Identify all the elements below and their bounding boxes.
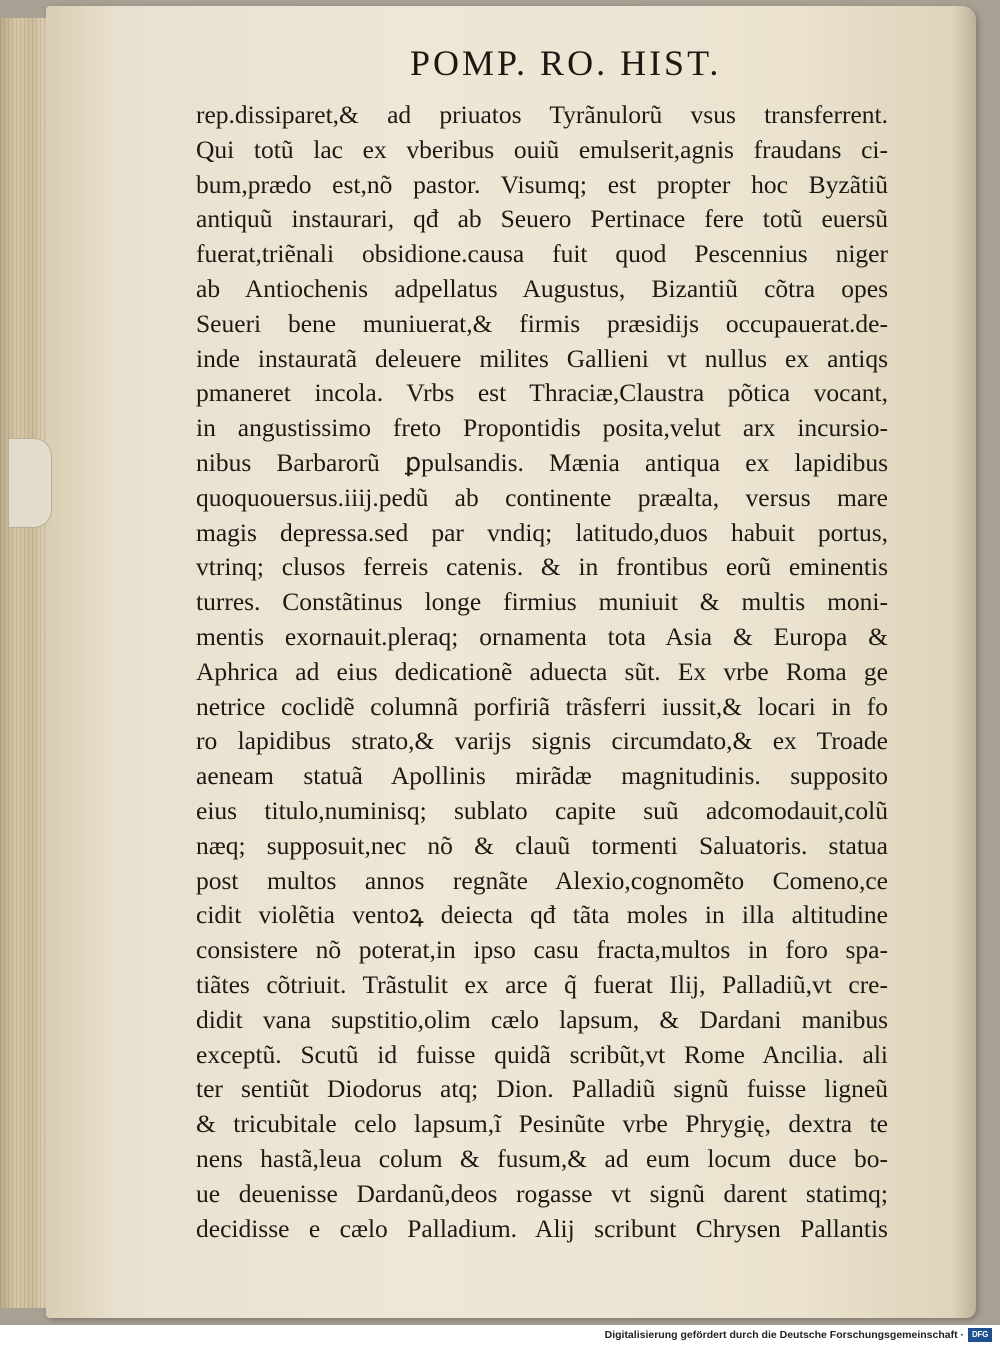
text-line: turres. Constãtinus longe firmius muniuit & multis moni- xyxy=(196,587,888,617)
running-head: POMP. RO. HIST. xyxy=(410,43,722,83)
text-line: fuerat,triẽnali obsidione.causa fuit quod Pescennius niger xyxy=(196,239,888,269)
book-page-edges xyxy=(0,18,49,1308)
text-line: aeneam statuã Apollinis mirãdæ magnitudinis. supposito xyxy=(196,761,888,791)
funding-credit: Digitalisierung gefördert durch die Deutsche Forschungsgemeinschaft · xyxy=(604,1329,964,1341)
text-line: consistere nõ poterat,in ipso casu fracta,multos in foro spa- xyxy=(196,935,888,965)
text-line: nens hastã,leua colum & fusum,& ad eum locum duce bo- xyxy=(196,1143,888,1173)
text-line: magis depressa.sed par vndiq; latitudo,duos habuit portus, xyxy=(196,517,888,547)
body-text xyxy=(196,98,888,1246)
text-line: antiquũ instaurari, qđ ab Seuero Pertinace fere totũ euersũ xyxy=(196,204,888,234)
text-line: eius titulo,numinisq; sublato capite suũ adcomodauit,colũ xyxy=(196,795,888,825)
text-line: vtrinq; clusos ferreis catenis. & in frontibus eorũ eminentis xyxy=(196,552,888,582)
text-line: netrice coclidẽ columnã porfiriã trãsferri iussit,& locari in fo xyxy=(196,691,888,721)
text-line: pmaneret incola. Vrbs est Thraciæ,Claustra põtica vocant, xyxy=(196,378,888,408)
text-line: ter sentiũt Diodorus atq; Dion. Palladiũ signũ fuisse ligneũ xyxy=(196,1074,888,1104)
text-line: ab Antiochenis adpellatus Augustus, Bizantiũ cõtra opes xyxy=(196,273,888,303)
text-line: & tricubitale celo lapsum,ĩ Pesinũte vrbe Phrygię, dextra te xyxy=(196,1109,888,1139)
text-line: post multos annos regnãte Alexio,cognomẽto Comeno,ce xyxy=(196,865,888,895)
text-line: quoquouersus.iiij.pedũ ab continente præalta, versus mare xyxy=(196,482,888,512)
text-line: mentis exornauit.pleraq; ornamenta tota Asia & Europa & xyxy=(196,621,888,651)
text-line: Qui totũ lac ex vberibus ouiũ emulserit,agnis fraudans ci- xyxy=(196,134,888,164)
text-line: rep.dissiparet,& ad priuatos Tyrãnulorũ vsus transferrent. xyxy=(196,100,888,129)
text-line: decidisse e cælo Palladium. Alij scribunt Chrysen Pallantis xyxy=(196,1213,888,1243)
text-line: bum,prædo est,nõ pastor. Visumq; est propter hoc Byzãtiũ xyxy=(196,169,888,199)
text-line: næq; supposuit,nec nõ & clauũ tormenti Saluatoris. statua xyxy=(196,830,888,860)
text-line: nibus Barbarorũ ꝑpulsandis. Mænia antiqua ex lapidibus xyxy=(196,447,888,477)
text-line: in angustissimo freto Propontidis posita,velut arx incursio- xyxy=(196,413,888,443)
text-line: cidit violẽtia ventoꝝ deiecta qđ tãta moles in illa altitudine xyxy=(196,900,888,930)
page-shadow xyxy=(952,6,976,1318)
text-line: inde instauratã deleuere milites Gallieni vt nullus ex antiqs xyxy=(196,343,888,373)
text-line: exceptũ. Scutũ id fuisse quidã scribũt,vt Rome Ancilia. ali xyxy=(196,1039,888,1069)
dfg-logo: DFG xyxy=(968,1328,992,1342)
text-line: Seueri bene muniuerat,& firmis præsidijs occupauerat.de- xyxy=(196,308,888,338)
text-line: didit vana supstitio,olim cælo lapsum, & Dardani manibus xyxy=(196,1004,888,1034)
text-line: ro lapidibus strato,& varijs signis circumdato,& ex Troade xyxy=(196,726,888,756)
page-tab-marker xyxy=(8,438,52,528)
text-line: tiãtes cõtriuit. Trãstulit ex arce q̃ fuerat Ilij, Palladiũ,vt cre- xyxy=(196,969,888,999)
text-line: Aphrica ad eius dedicationẽ aduecta sũt. Ex vrbe Roma ge xyxy=(196,656,888,686)
text-line: ue deuenisse Dardanũ,deos rogasse vt signũ darent statimq; xyxy=(196,1178,888,1208)
